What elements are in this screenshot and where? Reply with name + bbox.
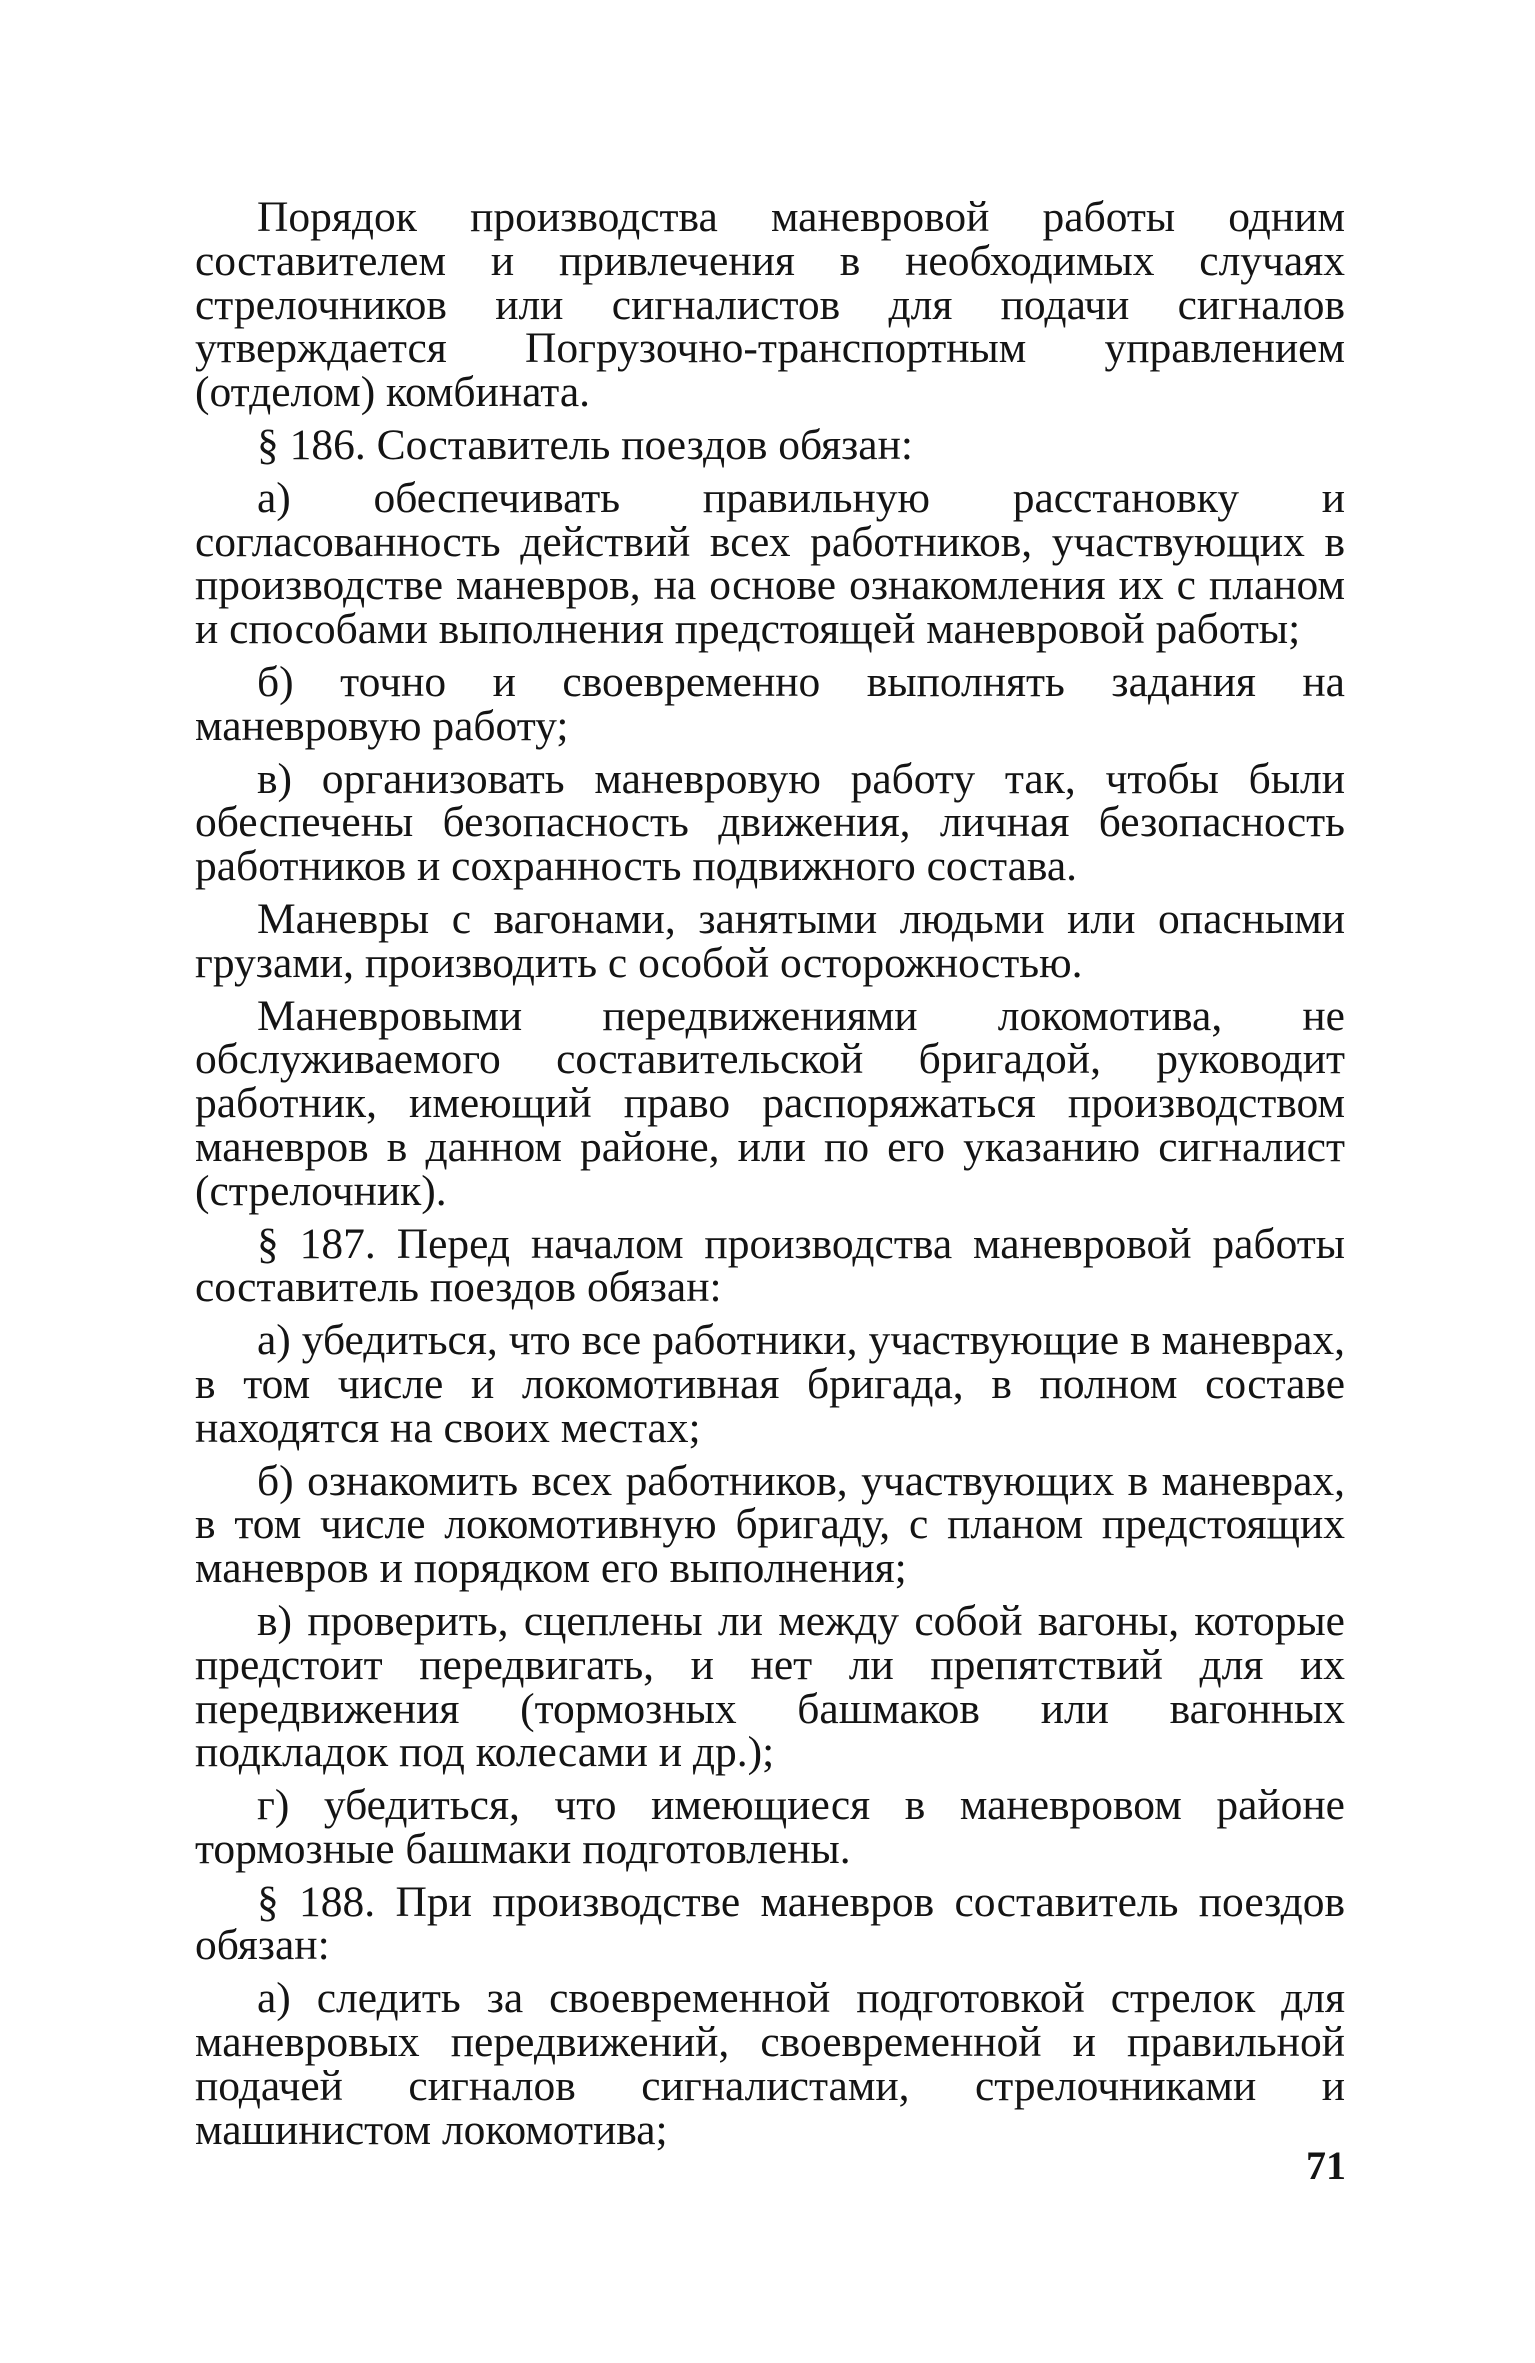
section-187-item-g: г) убедиться, что имеющиеся в маневровом районе тормозные башмаки подготовлены. [195, 1781, 1345, 1873]
page-number: 71 [1306, 2143, 1346, 2188]
paragraph-dangerous-cargo: Маневры с вагонами, занятыми людьми или опасными грузами, производить с особой осторожностью. [195, 894, 1345, 987]
section-188-heading: § 188. При производстве маневров составитель поездов обязан: [195, 1877, 1345, 1970]
page-body [195, 193, 1345, 2161]
section-186-item-b: б) точно и своевременно выполнять задания на маневровую работу; [195, 657, 1345, 750]
paragraph-locomotive-movements: Маневровыми передвижениями локомотива, не обслуживаемого составительской бригадой, руководит работник, имеющий право распоряжаться производством маневров в данном районе, или по его указанию сигналист (стрелочник). [195, 991, 1345, 1215]
section-187-item-v: в) проверить, сцеплены ли между собой вагоны, которые предстоит передвигать, и нет ли препятствий для их передвижения (тормозных башмаков или вагонных подкладок под колесами и др.); [195, 1596, 1345, 1777]
section-186-item-v: в) организовать маневровую работу так, чтобы были обеспечены безопасность движения, личная безопасность работников и сохранность подвижного состава. [195, 754, 1345, 891]
section-186-item-a: а) обеспечивать правильную расстановку и согласованность действий всех работников, участвующих в производстве маневров, на основе ознакомления их с планом и способами выполнения предстоящей маневровой работы; [195, 473, 1345, 654]
section-187-item-a: а) убедиться, что все работники, участвующие в маневрах, в том числе и локомотивная бригада, в полном составе находятся на своих местах; [195, 1316, 1345, 1452]
section-186-heading: § 186. Составитель поездов обязан: [257, 420, 913, 469]
section-187-item-b: б) ознакомить всех работников, участвующих в маневрах, в том числе локомотивную бригаду, с планом предстоящих маневров и порядком его выполнения; [195, 1456, 1345, 1593]
section-187-heading: § 187. Перед началом производства маневровой работы составитель поездов обязан: [195, 1219, 1345, 1312]
section-188-item-a: а) следить за своевременной подготовкой стрелок для маневровых передвижений, своевременной и правильной подачей сигналов сигналистами, стрелочниками и машинистом локомотива; [195, 1974, 1345, 2154]
paragraph-shunting-procedure: Порядок производства маневровой работы одним составителем и привлечения в необходимых случаях стрелочников или сигналистов для подачи сигналов утверждается Погрузочно-транспортным управлением (отделом) комбината. [195, 193, 1345, 417]
